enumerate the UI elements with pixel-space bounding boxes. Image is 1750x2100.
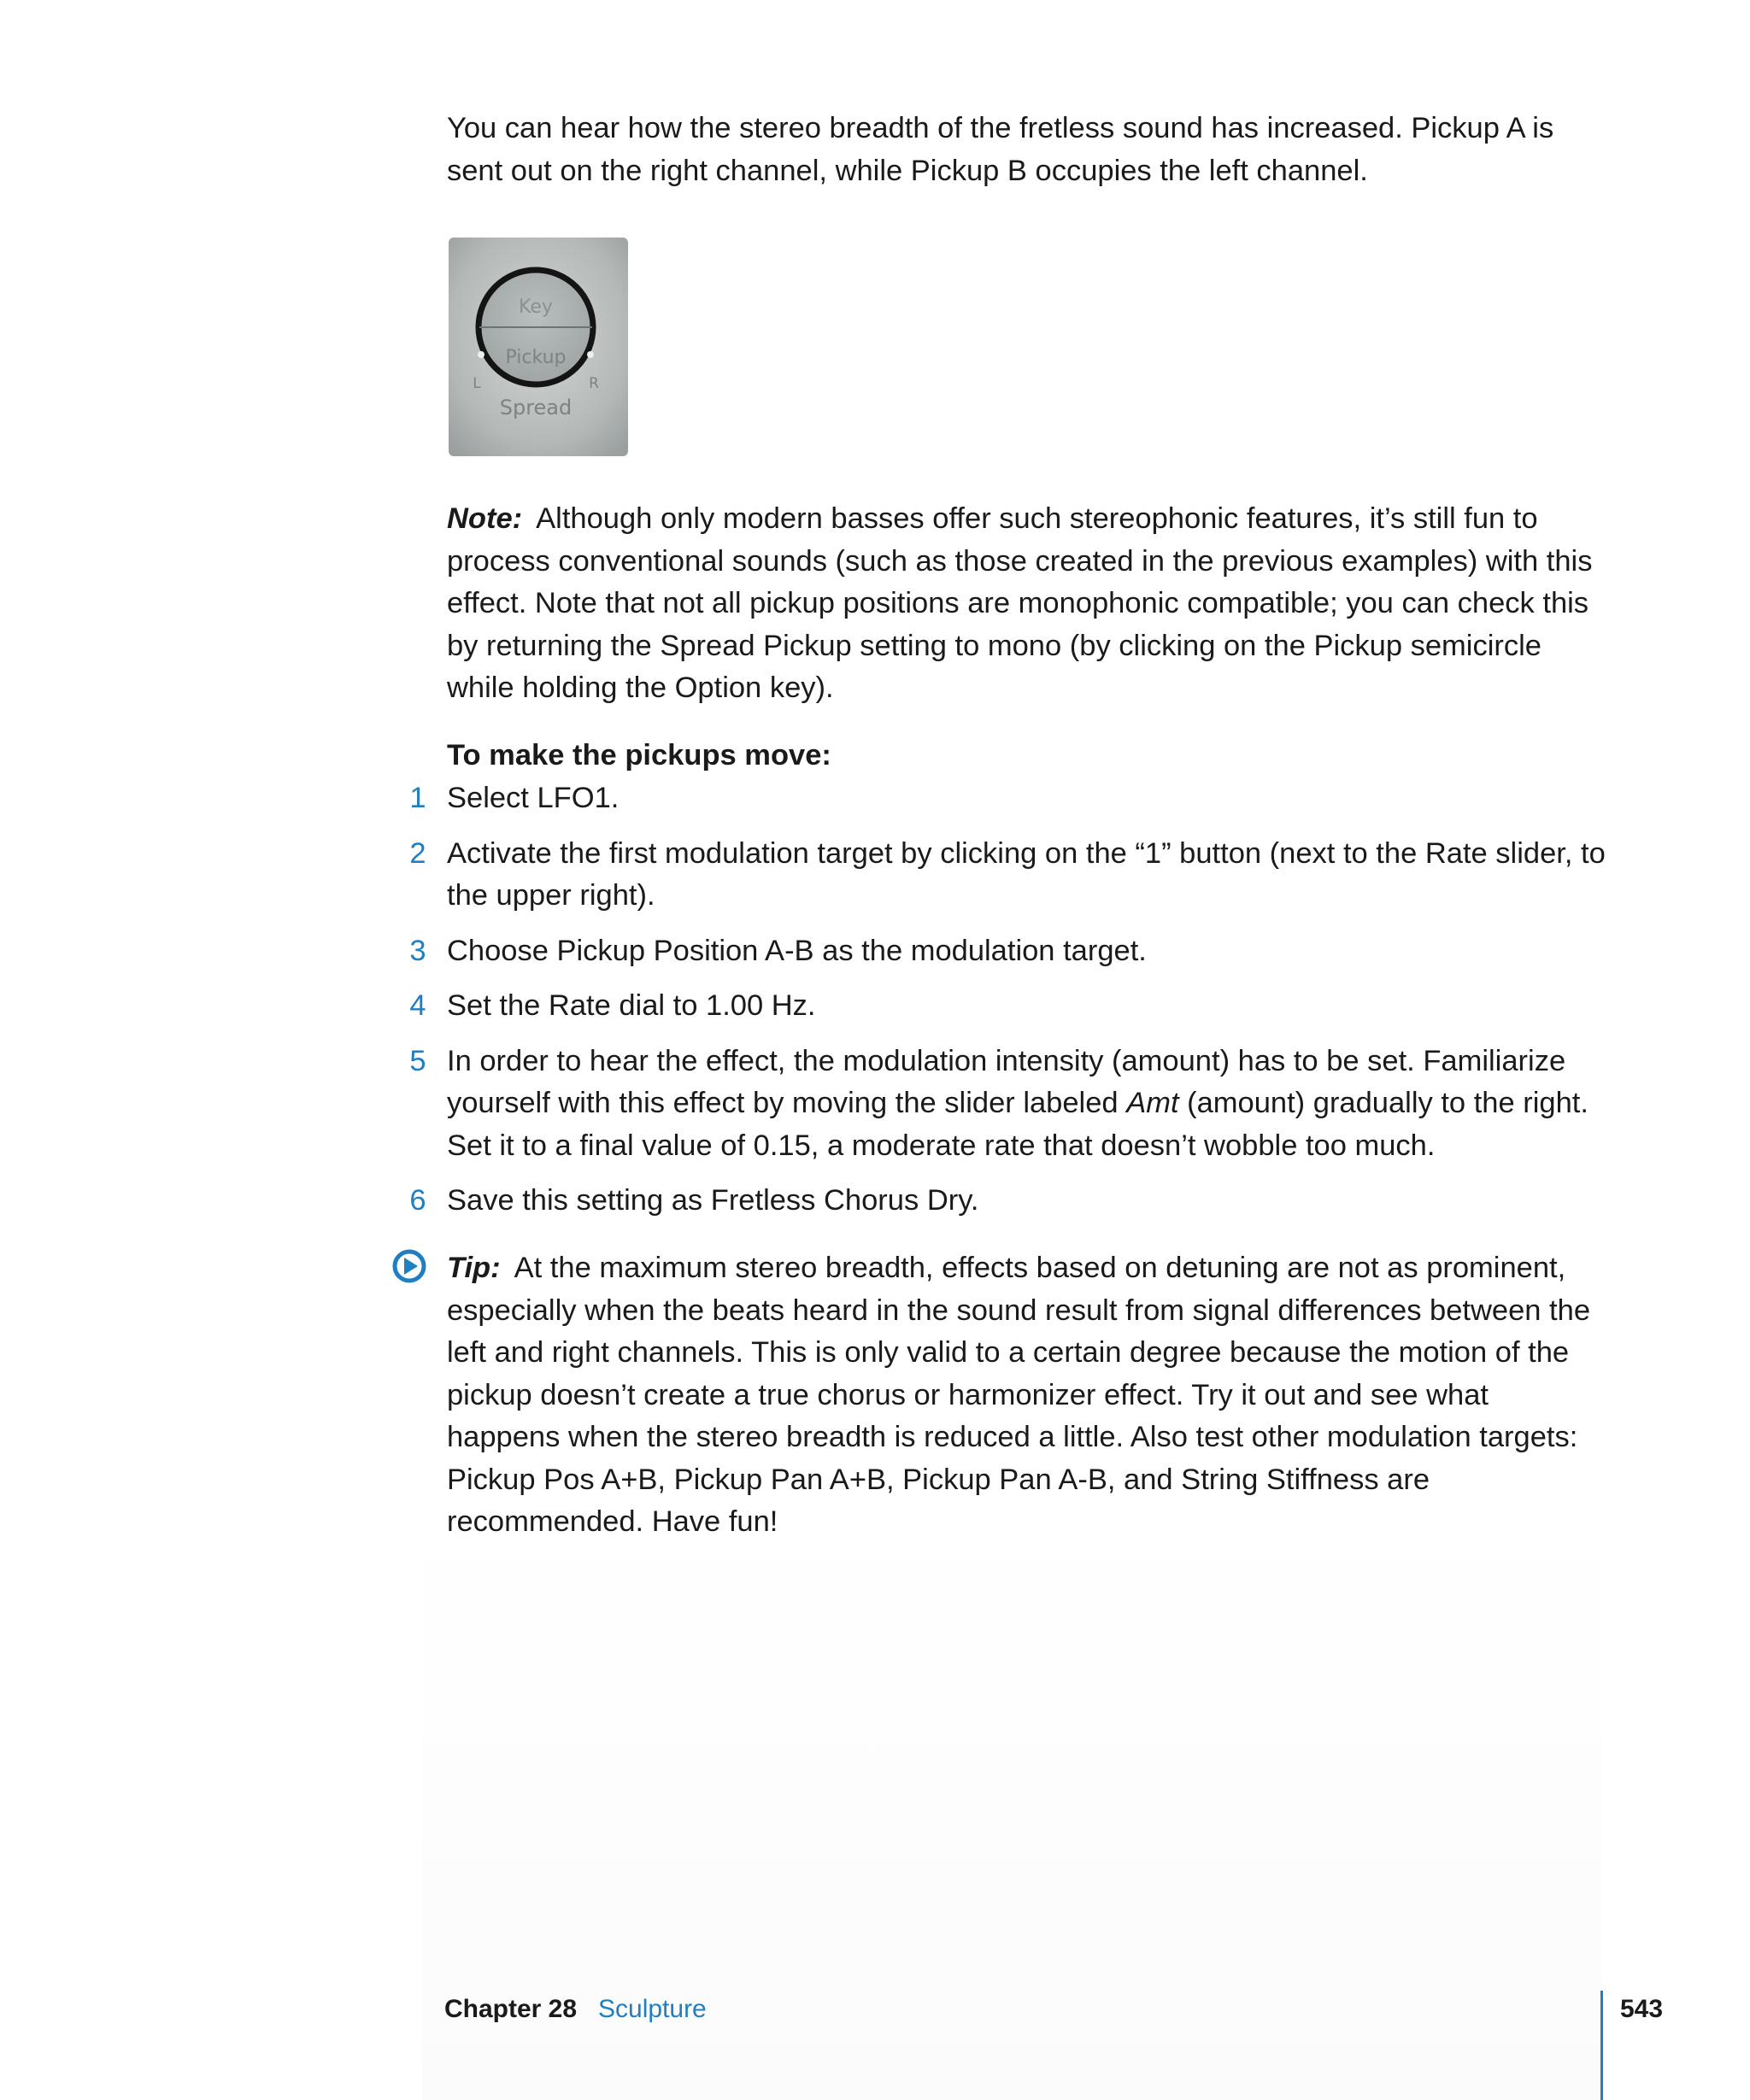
step-number: 4 — [409, 989, 426, 1022]
step-item — [393, 985, 1606, 1028]
procedure-steps — [393, 777, 1606, 1235]
figure-pickup-label[interactable]: Pickup — [505, 347, 567, 368]
step-text-after: (amount) gradually to the right. Set it to a final value of 0.15, a moderate rate that doesn’t wobble too much. — [447, 1087, 1589, 1162]
step-number: 5 — [409, 1044, 426, 1077]
intro-paragraph: You can hear how the stereo breadth of the fretless sound has increased. Pickup A is sent out on the right channel, while Pickup B occupies the left channel. — [447, 112, 1554, 187]
step-number: 6 — [409, 1184, 426, 1217]
step-item — [393, 777, 1606, 820]
footer-chapter: Chapter 28 — [444, 1995, 578, 2023]
step-text: Select LFO1. — [447, 782, 620, 814]
note-lead: Note: — [447, 502, 523, 535]
footer-chapter-title: Sculpture — [598, 1995, 707, 2023]
step-text: Choose Pickup Position A-B as the modulation target. — [447, 934, 1147, 967]
step-number: 3 — [409, 934, 426, 967]
figure-right-label: R — [589, 375, 599, 392]
tip-lead: Tip: — [447, 1252, 501, 1284]
step-text: Activate the first modulation target by clicking on the “1” button (next to the Rate slider, to the upper right). — [447, 836, 1606, 912]
procedure-heading: To make the pickups move: — [447, 739, 831, 771]
step-text: Save this setting as Fretless Chorus Dry. — [447, 1184, 979, 1217]
footer-divider — [1600, 1991, 1603, 2100]
left-marker — [478, 351, 484, 358]
step-item — [393, 1180, 1606, 1223]
tip-paragraph — [447, 1247, 1600, 1544]
step-item — [393, 930, 1606, 973]
right-marker — [587, 351, 594, 358]
figure-key-label: Key — [519, 296, 553, 318]
step-text-before: In order to hear the effect, the modulation intensity (amount) has to be set. Familiarize yourself with this effect by moving the slider labeled — [447, 1044, 1566, 1119]
note-text: Although only modern basses offer such stereophonic features, it’s still fun to process conventional sounds (such as those created in the previous examples) with this effect. Note that not all pickup positions are monophonic compatible; you can check this by returning the Spread Pickup setting to mono (by clicking on the Pickup semicircle while holding the Option key). — [447, 502, 1593, 704]
play-circle-icon — [392, 1249, 426, 1283]
step-item — [393, 833, 1606, 918]
step-number: 1 — [409, 782, 426, 814]
step-item — [393, 1041, 1606, 1168]
step-number: 2 — [409, 836, 426, 870]
figure-left-label: L — [473, 375, 481, 392]
step-text-italic: Amt — [1126, 1087, 1179, 1119]
tip-text: At the maximum stereo breadth, effects based on detuning are not as prominent, especially when the beats heard in the sound result from signal differences between the left and right channels. This is only valid to a certain degree because the motion of the pickup doesn’t create a true chorus or harmonizer effect. Try it out and see what happens when the stereo breadth is reduced a little. Also test other modulation targets: Pickup Pos A+B, Pickup Pan A+B, Pickup Pan A-B, and String Stiffness are recommended. Have fun! — [447, 1252, 1591, 1538]
figure-spread-label: Spread — [499, 396, 573, 419]
spread-pickup-control-figure — [449, 238, 628, 456]
step-text: Set the Rate dial to 1.00 Hz. — [447, 989, 816, 1022]
note-paragraph — [447, 498, 1600, 710]
page-number: 543 — [1620, 1995, 1664, 2023]
